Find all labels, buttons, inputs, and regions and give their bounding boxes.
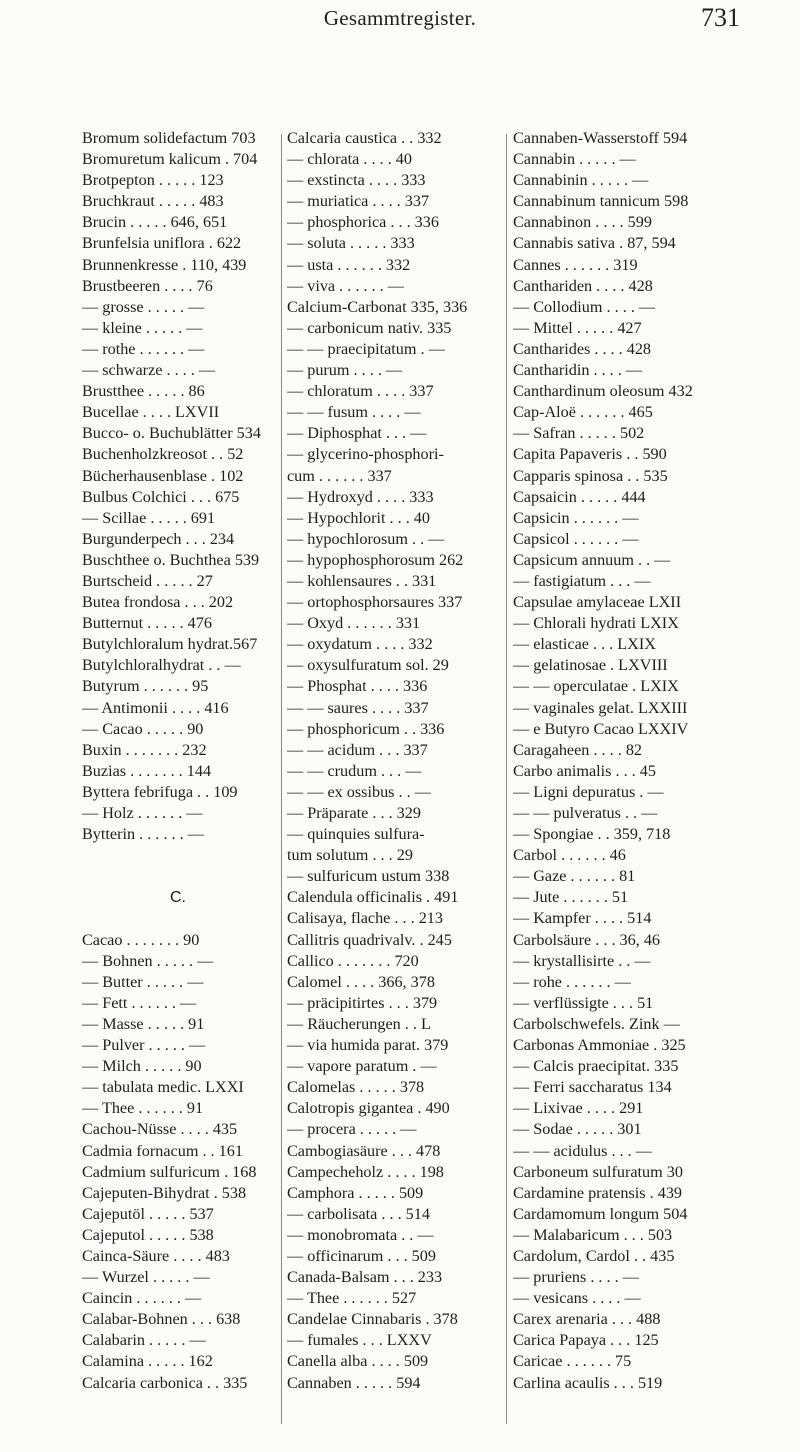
index-entry: — Antimonii . . . . 416: [82, 698, 229, 717]
index-entry: Burtscheid . . . . . 27: [82, 571, 213, 590]
index-entry: — — saures . . . . 337: [287, 698, 429, 717]
index-entry: [82, 908, 274, 929]
index-entry: — carbolisata . . . 514: [287, 1204, 430, 1223]
index-entry: Butternut . . . . . 476: [82, 614, 212, 633]
index-entry: — Holz . . . . . . —: [82, 804, 203, 822]
index-entry: — — ex ossibus . . —: [287, 782, 431, 801]
index-entry: Bulbus Colchici . . . 675: [82, 487, 240, 506]
index-entry: — Spongiae . . 359, 718: [513, 825, 671, 844]
index-entry: — schwarze . . . . —: [82, 361, 216, 380]
index-entry: Cardolum, Cardol . . 435: [513, 1246, 675, 1265]
index-entry: Campecheholz . . . . 198: [287, 1162, 444, 1181]
index-entry: — Milch . . . . . 90: [82, 1057, 202, 1076]
index-entry: Calomelas . . . . . 378: [287, 1078, 425, 1097]
index-entry: Carbolsäure . . . 36, 46: [513, 930, 661, 949]
index-entry: — glycerino-phosphori-: [287, 445, 444, 464]
index-entry: — Fett . . . . . . —: [82, 993, 197, 1012]
index-entry: — gelatinosae . LXVIII: [513, 656, 668, 675]
index-entry: — Thee . . . . . . 527: [287, 1289, 417, 1308]
index-entry: Butylchloralhydrat . . —: [82, 656, 241, 675]
index-entry: — grosse . . . . . —: [82, 297, 205, 316]
index-entry: Cajeputöl . . . . . 537: [82, 1204, 214, 1223]
index-entry: — — praecipitatum . —: [287, 339, 445, 358]
index-column-1: [82, 19, 274, 1394]
index-entry: — Scillae . . . . . 691: [82, 508, 216, 527]
index-entry: — e Butyro Cacao LXXIV: [513, 719, 689, 738]
index-entry: Brotpepton . . . . . 123: [82, 171, 224, 190]
index-entry: — chlorata . . . . 40: [287, 150, 412, 169]
index-entry: — Masse . . . . . 91: [82, 1014, 205, 1033]
index-entry: Canella alba . . . . 509: [287, 1352, 429, 1371]
index-entry: Brunfelsia uniflora . 622: [82, 234, 242, 253]
index-entry: Calotropis gigantea . 490: [287, 1099, 450, 1118]
index-entry: Calendula officinalis . 491: [287, 888, 459, 907]
index-entry: — — acidum . . . 337: [287, 740, 428, 759]
index-entry: Calcaria caustica . . 332: [287, 129, 442, 147]
index-entry: — pruriens . . . . —: [513, 1268, 639, 1287]
column-top-spacer: [82, 19, 274, 128]
section-heading: C.: [170, 889, 186, 907]
index-entry: — Ferri saccharatus 134: [513, 1078, 672, 1097]
index-entry: Carica Papaya . . . 125: [513, 1331, 659, 1350]
index-entry: Cainca-Säure . . . . 483: [82, 1246, 230, 1265]
column-rule: [506, 134, 507, 1424]
index-column-2: [287, 19, 499, 1394]
index-entry: — tabulata medic. LXXI: [82, 1078, 244, 1097]
index-entry: — usta . . . . . . 332: [287, 255, 411, 274]
index-entry: Calomel . . . . 366, 378: [287, 972, 435, 991]
index-entry: Bytterin . . . . . . —: [82, 825, 204, 844]
index-entry: [82, 866, 274, 887]
index-entry: Byttera febrifuga . . 109: [82, 782, 238, 801]
index-entry: Capsaicin . . . . . 444: [513, 487, 646, 506]
index-entry: — präcipitirtes . . . 379: [287, 993, 438, 1012]
index-entry: — — fusum . . . . —: [287, 403, 421, 422]
index-entry: Calabar-Bohnen . . . 638: [82, 1310, 241, 1329]
index-entry: — Bohnen . . . . . —: [82, 951, 214, 970]
index-entry: Calabarin . . . . . —: [82, 1331, 206, 1350]
index-entry: Carex arenaria . . . 488: [513, 1310, 661, 1329]
index-entry: Cannabis sativa . 87, 594: [513, 234, 676, 253]
index-entry: — ortophosphorsaures 337: [287, 593, 463, 612]
index-entry: Capsicum annuum . . —: [513, 550, 671, 569]
index-entry: — Oxyd . . . . . . 331: [287, 614, 421, 633]
index-entry: — Hypochlorit . . . 40: [287, 508, 430, 527]
index-entry: Calamina . . . . . 162: [82, 1352, 213, 1371]
index-entry: [82, 845, 274, 866]
index-entry: Bromuretum kalicum . 704: [82, 150, 258, 169]
index-entry: Caragaheen . . . . 82: [513, 740, 643, 759]
index-entry: Cardamomum longum 504: [513, 1204, 688, 1223]
index-entry: Cambogiasäure . . . 478: [287, 1141, 441, 1160]
index-entry: — Wurzel . . . . . —: [82, 1268, 210, 1287]
index-entry: Capsicol . . . . . . —: [513, 529, 639, 548]
index-entry: — procera . . . . . —: [287, 1120, 417, 1139]
index-entry: Cajeputol . . . . . 538: [82, 1225, 214, 1244]
index-entry: — Gaze . . . . . . 81: [513, 867, 636, 886]
index-entry: — krystallisirte . . —: [513, 951, 651, 970]
index-entry: — phosphoricum . . 336: [287, 719, 445, 738]
index-entry: — hypophosphorosum 262: [287, 550, 464, 569]
index-entry: — Pulver . . . . . —: [82, 1036, 206, 1055]
index-entry: — fumales . . . LXXV: [287, 1331, 432, 1350]
index-entry: — officinarum . . . 509: [287, 1246, 436, 1265]
index-entry: — chloratum . . . . 337: [287, 382, 434, 401]
index-entry: Calisaya, flache . . . 213: [287, 909, 443, 928]
index-entry: — Lixivae . . . . 291: [513, 1099, 644, 1118]
index-entry: Carboneum sulfuratum 30: [513, 1162, 683, 1181]
index-entry: — Mittel . . . . . 427: [513, 318, 642, 337]
index-entry: — exstincta . . . . 333: [287, 171, 426, 190]
index-entry: — vaginales gelat. LXXIII: [513, 698, 688, 717]
index-entry: — monobromata . . —: [287, 1225, 434, 1244]
index-entry: Cachou-Nüsse . . . . 435: [82, 1120, 238, 1139]
index-entry: — carbonicum nativ. 335: [287, 318, 452, 337]
index-entry: Callico . . . . . . . 720: [287, 951, 419, 970]
index-entry: Buxin . . . . . . . 232: [82, 740, 207, 759]
index-entry: Cadmia fornacum . . 161: [82, 1141, 243, 1160]
index-entry: Capparis spinosa . . 535: [513, 466, 668, 485]
index-entry: Cannabinon . . . . 599: [513, 213, 652, 232]
column-top-spacer: [287, 19, 499, 128]
index-entry: — Präparate . . . 329: [287, 804, 421, 822]
index-entry: Bromum solidefactum 703: [82, 129, 256, 147]
index-entry: Cannaben . . . . . 594: [287, 1373, 421, 1392]
index-entry: Carbol . . . . . . 46: [513, 846, 626, 865]
index-entry: — Chlorali hydrati LXIX: [513, 614, 679, 633]
index-entry: Canthardinum oleosum 432: [513, 382, 693, 401]
index-entry: Camphora . . . . . 509: [287, 1183, 424, 1202]
index-entry: Bucellae . . . . LXVII: [82, 403, 220, 422]
index-entry: — Jute . . . . . . 51: [513, 888, 629, 907]
index-entry: Burgunderpech . . . 234: [82, 529, 235, 548]
index-entry: — Kampfer . . . . 514: [513, 909, 652, 928]
index-entry: — viva . . . . . . —: [287, 276, 404, 295]
index-entry: Cadmium sulfuricum . 168: [82, 1162, 257, 1181]
index-entry: cum . . . . . . 337: [287, 466, 392, 485]
index-entry: — rohe . . . . . . —: [513, 972, 631, 991]
index-entry: Cantharides . . . . 428: [513, 339, 652, 358]
index-entry: Capita Papaveris . . 590: [513, 445, 667, 464]
index-entry: Carbo animalis . . . 45: [513, 761, 656, 780]
index-entry: — Phosphat . . . . 336: [287, 677, 428, 696]
index-entry: — Calcis praecipitat. 335: [513, 1057, 679, 1076]
index-entry: Cap-Aloë . . . . . . 465: [513, 403, 653, 422]
index-entry: Butyrum . . . . . . 95: [82, 677, 209, 696]
index-entry: — phosphorica . . . 336: [287, 213, 439, 232]
index-entry: Buchenholzkreosot . . 52: [82, 445, 244, 464]
index-entry: Callitris quadrivalv. . 245: [287, 930, 452, 949]
index-entry: — Hydroxyd . . . . 333: [287, 487, 434, 506]
index-entry: — soluta . . . . . 333: [287, 234, 415, 253]
index-entry: Bücherhausenblase . 102: [82, 466, 244, 485]
index-entry: Brustthee . . . . . 86: [82, 382, 205, 401]
running-title: Gesammtregister.: [323, 6, 477, 30]
index-entry: — Butter . . . . . —: [82, 972, 204, 991]
page-number: 731: [701, 3, 740, 32]
index-entry: — muriatica . . . . 337: [287, 192, 430, 211]
index-entry: — purum . . . . —: [287, 361, 403, 380]
index-entry: Calcium-Carbonat 335, 336: [287, 297, 468, 316]
index-entry: — Malabaricum . . . 503: [513, 1225, 673, 1244]
index-entry: — vesicans . . . . —: [513, 1289, 641, 1308]
index-entry: — — pulveratus . . —: [513, 804, 658, 822]
index-entry: Cajeputen-Bihydrat . 538: [82, 1183, 247, 1202]
index-entry: Butylchloralum hydrat.567: [82, 635, 258, 654]
index-entry: — — crudum . . . —: [287, 761, 422, 780]
index-entry: — via humida parat. 379: [287, 1036, 449, 1055]
index-column-3: [513, 19, 739, 1394]
column-rule: [281, 134, 282, 1424]
index-entry: Brustbeeren . . . . 76: [82, 276, 213, 295]
index-entry: — fastigiatum . . . —: [513, 571, 651, 590]
column-top-spacer: [513, 19, 739, 128]
index-entry: — kleine . . . . . —: [82, 318, 203, 337]
index-entry: — vapore paratum . —: [287, 1057, 437, 1076]
index-entry: Canada-Balsam . . . 233: [287, 1268, 443, 1287]
index-entry: — — acidulus . . . —: [513, 1141, 652, 1160]
index-entry: Cannabin . . . . . —: [513, 150, 636, 169]
index-entry: Caincin . . . . . . —: [82, 1289, 202, 1308]
index-entry: Capsulae amylaceae LXII: [513, 593, 682, 612]
index-entry: — rothe . . . . . . —: [82, 339, 205, 358]
index-entry: — quinquies sulfura-: [287, 825, 425, 844]
index-entry: Candelae Cinnabaris . 378: [287, 1310, 458, 1329]
index-entry: — Räucherungen . . L: [287, 1014, 431, 1033]
index-entry: Buschthee o. Buchthea 539: [82, 550, 260, 569]
index-entry: — Diphosphat . . . —: [287, 424, 427, 443]
index-entry: Cannes . . . . . . 319: [513, 255, 638, 274]
index-entry: Canthariden . . . . 428: [513, 276, 653, 295]
index-entry: — verflüssigte . . . 51: [513, 993, 654, 1012]
index-entry: Carbonas Ammoniae . 325: [513, 1036, 686, 1055]
index-entry: — hypochlorosum . . —: [287, 529, 445, 548]
index-entry: tum solutum . . . 29: [287, 846, 413, 865]
index-entry: Capsicin . . . . . . —: [513, 508, 639, 527]
index-entry: Carlina acaulis . . . 519: [513, 1373, 663, 1392]
index-entry: — elasticae . . . LXIX: [513, 635, 656, 654]
index-entry: Brunnenkresse . 110, 439: [82, 255, 247, 274]
index-entry: Cacao . . . . . . . 90: [82, 930, 200, 949]
index-entry: — oxysulfuratum sol. 29: [287, 656, 449, 675]
index-entry: Buzias . . . . . . . 144: [82, 761, 212, 780]
index-entry: — sulfuricum ustum 338: [287, 867, 450, 886]
index-entry: Carbolschwefels. Zink —: [513, 1014, 680, 1033]
index-entry: Calcaria carbonica . . 335: [82, 1373, 248, 1392]
index-entry: Brucin . . . . . 646, 651: [82, 213, 228, 232]
index-entry: Cardamine pratensis . 439: [513, 1183, 683, 1202]
index-entry: — — operculatae . LXIX: [513, 677, 679, 696]
index-entry: Butea frondosa . . . 202: [82, 593, 234, 612]
index-entry: — Safran . . . . . 502: [513, 424, 645, 443]
index-entry: Cannaben-Wasserstoff 594: [513, 129, 688, 147]
index-entry: — Cacao . . . . . 90: [82, 719, 204, 738]
index-entry: Cannabinum tannicum 598: [513, 192, 689, 211]
index-entry: — Thee . . . . . . 91: [82, 1099, 204, 1118]
index-entry: — Collodium . . . . —: [513, 297, 656, 316]
index-entry: — Sodae . . . . . 301: [513, 1120, 642, 1139]
index-entry: Cantharidin . . . . —: [513, 361, 643, 380]
index-entry: Caricae . . . . . . 75: [513, 1352, 632, 1371]
index-entry: — Ligni depuratus . —: [513, 782, 664, 801]
index-entry: Cannabinin . . . . . —: [513, 171, 649, 190]
index-entry: Bruchkraut . . . . . 483: [82, 192, 224, 211]
index-entry: — kohlensaures . . 331: [287, 571, 437, 590]
index-entry: — oxydatum . . . . 332: [287, 635, 433, 654]
index-entry: Bucco- o. Buchublätter 534: [82, 424, 261, 443]
